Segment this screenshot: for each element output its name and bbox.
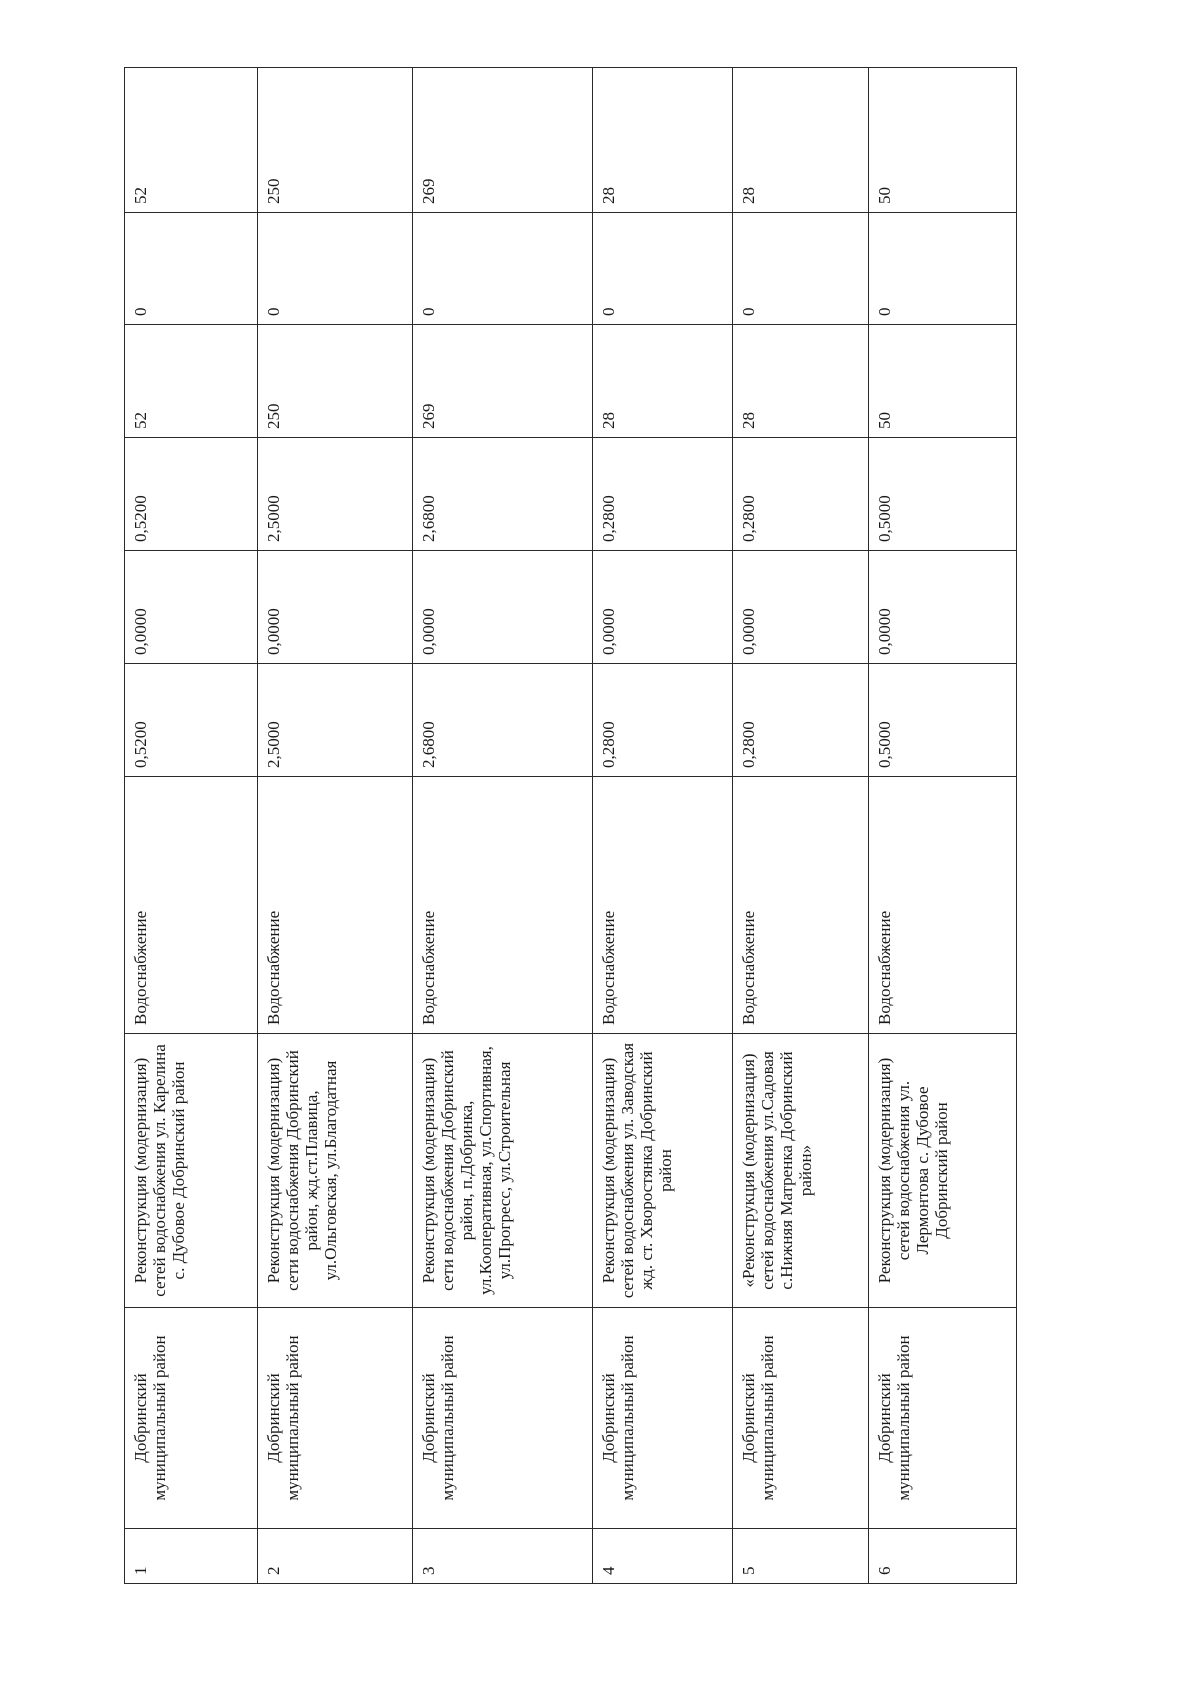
row-number: 1: [125, 1529, 258, 1584]
type-cell: Водоснабжение: [593, 777, 733, 1034]
municipality-cell: Добринский муниципальный район: [733, 1308, 869, 1529]
row-number: 5: [733, 1529, 869, 1584]
value-cell-2: 0,0000: [125, 551, 258, 664]
value-cell-5: 0: [869, 213, 1017, 325]
rotated-table-wrapper: [124, 68, 1016, 1584]
municipality-cell: Добринский муниципальный район: [413, 1308, 593, 1529]
value-cell-4: 52: [125, 325, 258, 438]
value-cell-4: 50: [869, 325, 1017, 438]
water-supply-table: [124, 67, 1017, 1584]
type-cell: Водоснабжение: [413, 777, 593, 1034]
value-cell-6: 28: [593, 68, 733, 213]
municipality-cell: Добринский муниципальный район: [593, 1308, 733, 1529]
value-cell-6: 28: [733, 68, 869, 213]
value-cell-5: 0: [258, 213, 413, 325]
municipality-cell: Добринский муниципальный район: [258, 1308, 413, 1529]
object-name-cell: Реконструкция (модернизация) сети водоснабжения Добринский район, жд.ст.Плавица, ул.Ольговская, ул.Благодатная: [258, 1034, 413, 1308]
value-cell-5: 0: [733, 213, 869, 325]
value-cell-4: 269: [413, 325, 593, 438]
value-cell-4: 250: [258, 325, 413, 438]
row-number: 3: [413, 1529, 593, 1584]
value-cell-3: 2,5000: [258, 438, 413, 551]
value-cell-6: 52: [125, 68, 258, 213]
table-row: [593, 68, 733, 1584]
value-cell-1: 0,2800: [593, 664, 733, 777]
object-name-cell: Реконструкция (модернизация) сетей водоснабжения ул. Карелина с. Дубовое Добринский район: [125, 1034, 258, 1308]
table-row: [258, 68, 413, 1584]
municipality-cell: Добринский муниципальный район: [869, 1308, 1017, 1529]
value-cell-6: 269: [413, 68, 593, 213]
value-cell-1: 0,2800: [733, 664, 869, 777]
value-cell-5: 0: [125, 213, 258, 325]
value-cell-1: 0,5200: [125, 664, 258, 777]
value-cell-2: 0,0000: [869, 551, 1017, 664]
object-name-cell: Реконструкция (модернизация) сетей водоснабжения ул. Лермонтова с. Дубовое Добринский район: [869, 1034, 1017, 1308]
value-cell-3: 2,6800: [413, 438, 593, 551]
table-row: [733, 68, 869, 1584]
object-name-cell: Реконструкция (модернизация) сетей водоснабжения ул. Заводская жд. ст. Хворостянка Добринский район: [593, 1034, 733, 1308]
value-cell-6: 250: [258, 68, 413, 213]
value-cell-2: 0,0000: [593, 551, 733, 664]
value-cell-4: 28: [593, 325, 733, 438]
value-cell-4: 28: [733, 325, 869, 438]
value-cell-3: 0,5200: [125, 438, 258, 551]
value-cell-6: 50: [869, 68, 1017, 213]
value-cell-1: 0,5000: [869, 664, 1017, 777]
table-row: [869, 68, 1017, 1584]
municipality-cell: Добринский муниципальный район: [125, 1308, 258, 1529]
row-number: 6: [869, 1529, 1017, 1584]
table-row: [413, 68, 593, 1584]
value-cell-5: 0: [593, 213, 733, 325]
value-cell-1: 2,6800: [413, 664, 593, 777]
type-cell: Водоснабжение: [869, 777, 1017, 1034]
table-row: [125, 68, 258, 1584]
type-cell: Водоснабжение: [733, 777, 869, 1034]
value-cell-3: 0,5000: [869, 438, 1017, 551]
row-number: 2: [258, 1529, 413, 1584]
object-name-cell: «Реконструкция (модернизация) сетей водоснабжения ул.Садовая с.Нижняя Матренка Добринский район»: [733, 1034, 869, 1308]
value-cell-2: 0,0000: [733, 551, 869, 664]
value-cell-2: 0,0000: [258, 551, 413, 664]
object-name-cell: Реконструкция (модернизация) сети водоснабжения Добринский район, п.Добринка, ул.Кооперативная, ул.Спортивная, ул.Прогресс, ул.Строительная: [413, 1034, 593, 1308]
value-cell-3: 0,2800: [733, 438, 869, 551]
value-cell-5: 0: [413, 213, 593, 325]
value-cell-3: 0,2800: [593, 438, 733, 551]
value-cell-1: 2,5000: [258, 664, 413, 777]
value-cell-2: 0,0000: [413, 551, 593, 664]
type-cell: Водоснабжение: [125, 777, 258, 1034]
type-cell: Водоснабжение: [258, 777, 413, 1034]
row-number: 4: [593, 1529, 733, 1584]
